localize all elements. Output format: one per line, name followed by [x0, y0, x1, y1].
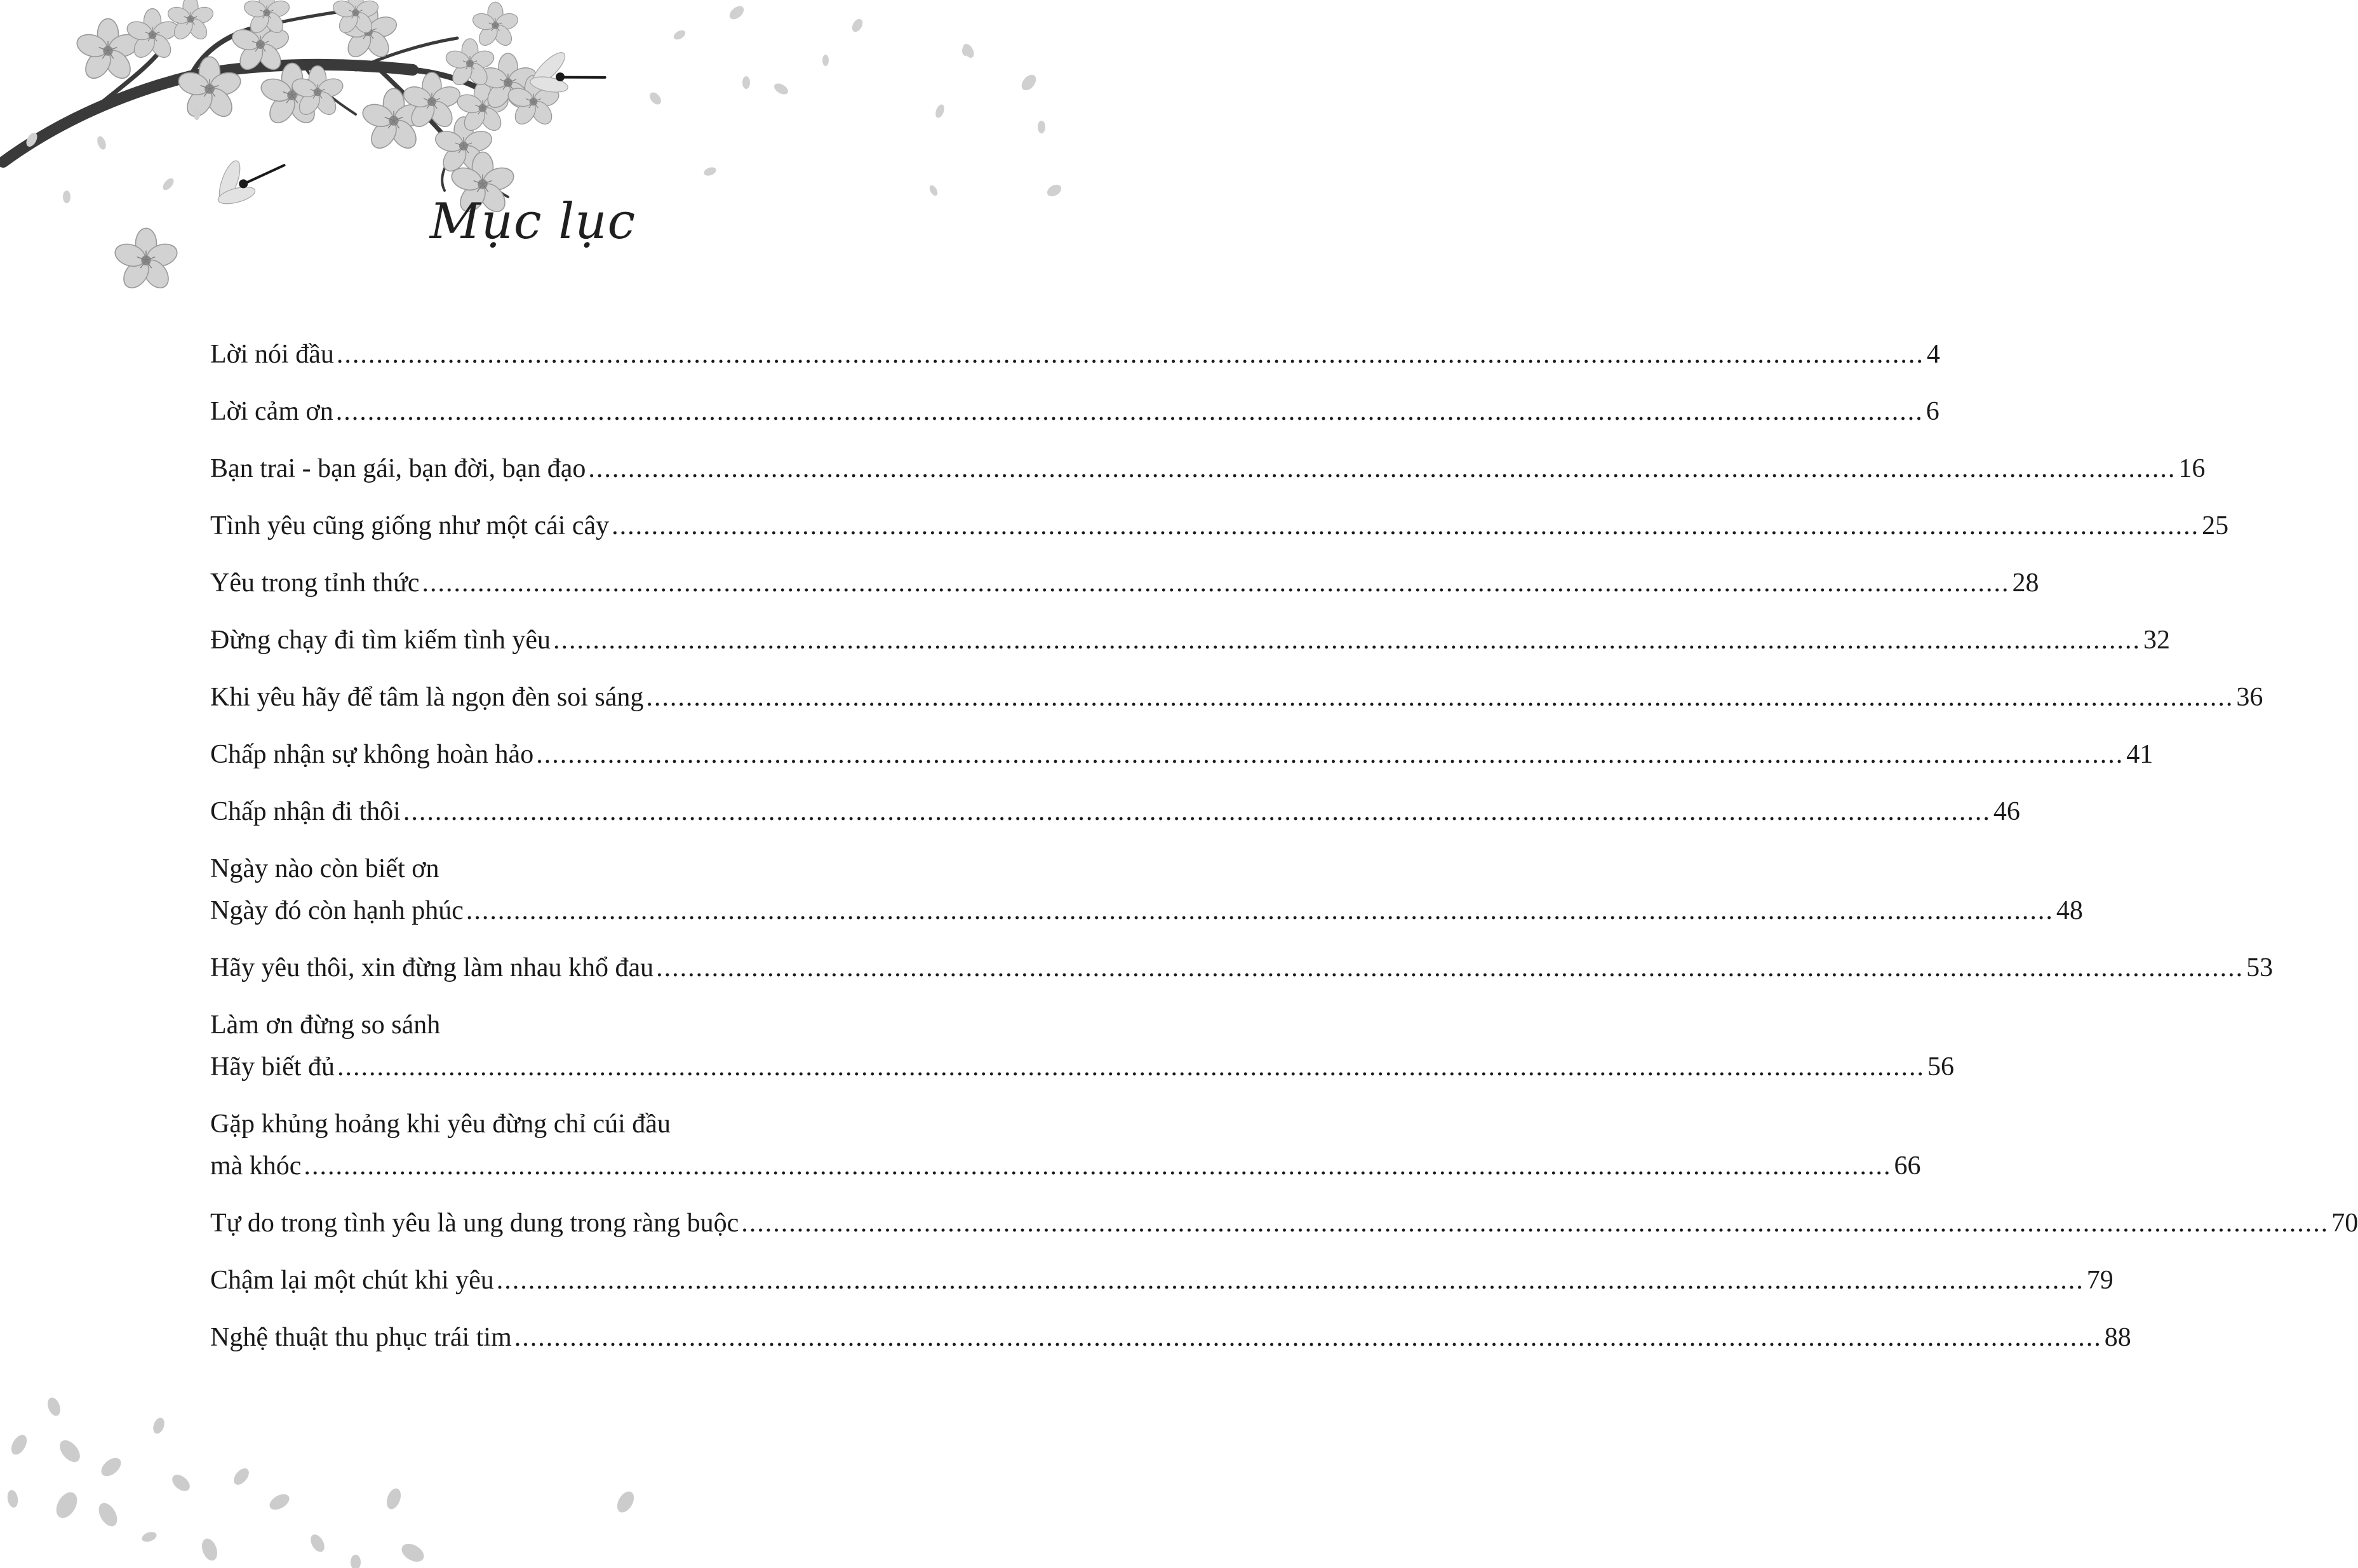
toc-entry-title: Chậm lại một chút khi yêu: [210, 1266, 494, 1295]
toc-entry-row: [210, 791, 2020, 833]
toc-entry-title: Hãy biết đủ: [210, 1052, 335, 1082]
toc-page-number: 16: [2178, 454, 2206, 483]
toc-entry-row: [210, 1046, 1954, 1088]
toc-page-number: 36: [2236, 683, 2263, 712]
toc-entry-title-line: Gặp khủng hoảng khi yêu đừng chỉ cúi đầu: [210, 1109, 671, 1139]
toc-entry: [210, 1317, 2131, 1358]
toc-page-number: 48: [2056, 896, 2083, 925]
toc-leader-dots: ........................................................................................................................................................................................................: [536, 740, 2124, 769]
toc-entry-title: Khi yêu hãy để tâm là ngọn đèn soi sáng: [210, 683, 644, 712]
toc-entry-title: Bạn trai - bạn gái, bạn đời, bạn đạo: [210, 454, 586, 483]
toc-entry-title: Nghệ thuật thu phục trái tim: [210, 1323, 512, 1352]
toc-page-number: 70: [2331, 1209, 2358, 1238]
toc-page-number: 4: [1926, 340, 1940, 369]
toc-entry: [210, 448, 2206, 490]
toc-leader-dots: ........................................................................................................................................................................................................: [553, 626, 2141, 655]
toc-entry-title: Lời nói đầu: [210, 340, 334, 369]
toc-page-number: 25: [2202, 511, 2229, 540]
toc-spacer: [210, 775, 877, 791]
toc-leader-dots: ........................................................................................................................................................................................................: [403, 797, 1991, 826]
toc-page-number: 66: [1894, 1151, 1921, 1181]
toc-page-number: 53: [2246, 953, 2274, 982]
toc-leader-dots: ........................................................................................................................................................................................................: [588, 454, 2176, 483]
toc-entry-row: [210, 448, 2206, 490]
toc-entry: [210, 1202, 2358, 1244]
toc-page-number: 56: [1927, 1052, 1954, 1082]
toc-leader-dots: ........................................................................................................................................................................................................: [335, 397, 1924, 426]
toc-entry-title: Lời cảm ơn: [210, 397, 333, 426]
toc-entry-row: [210, 1259, 2113, 1301]
toc-spacer: [210, 718, 877, 734]
toc-entry-title: Ngày đó còn hạnh phúc: [210, 896, 464, 925]
toc-spacer: [210, 490, 877, 505]
toc-leader-dots: ........................................................................................................................................................................................................: [612, 511, 2200, 540]
toc-spacer: [210, 932, 877, 947]
toc-entry: [210, 734, 2154, 775]
toc-spacer: [210, 1244, 877, 1259]
toc-spacer: [210, 604, 877, 619]
toc-leader-dots: ........................................................................................................................................................................................................: [646, 683, 2234, 712]
toc-entry-row: [210, 505, 2229, 547]
toc-entry: [210, 333, 1940, 375]
toc-page-number: 6: [1926, 397, 1939, 426]
toc-leader-dots: ........................................................................................................................................................................................................: [514, 1323, 2102, 1352]
toc-spacer: [210, 432, 877, 448]
falling-petals-illustration: [0, 1378, 699, 1568]
toc-entry-row: [210, 619, 2171, 661]
toc-entry: [210, 1103, 1921, 1187]
toc-page-number: 41: [2126, 740, 2154, 769]
cherry-blossom-branch-illustration: [0, 0, 1066, 305]
toc-page-number: 88: [2104, 1323, 2131, 1352]
toc-spacer: [210, 1088, 877, 1103]
toc-spacer: [210, 1301, 877, 1317]
toc-entry-row: [210, 391, 1939, 432]
toc-entry: [210, 562, 2039, 604]
toc-leader-dots: ........................................................................................................................................................................................................: [336, 340, 1924, 369]
toc-entry: [210, 947, 2274, 989]
toc-spacer: [210, 1187, 877, 1202]
toc-entry-title: Tình yêu cũng giống như một cái cây: [210, 511, 610, 540]
toc-leader-dots: ........................................................................................................................................................................................................: [496, 1266, 2084, 1295]
toc-page-number: 79: [2086, 1266, 2113, 1295]
toc-spacer: [210, 661, 877, 676]
toc-leader-dots: ........................................................................................................................................................................................................: [422, 568, 2010, 598]
toc-entry-row: [210, 1145, 1921, 1187]
toc-entry: [210, 676, 2263, 718]
toc-entry-row: [210, 1317, 2131, 1358]
toc-page-number: 28: [2012, 568, 2039, 598]
toc-entry-row: [210, 333, 1940, 375]
toc-leader-dots: ........................................................................................................................................................................................................: [304, 1151, 1892, 1181]
toc-entry-row: [210, 676, 2263, 718]
toc-entry-title: Đừng chạy đi tìm kiếm tình yêu: [210, 626, 551, 655]
toc-entry: [210, 1259, 2113, 1301]
toc-entry-title-line: Làm ơn đừng so sánh: [210, 1010, 441, 1040]
toc-entry: [210, 848, 2083, 932]
toc-leader-dots: ........................................................................................................................................................................................................: [337, 1052, 1925, 1082]
toc-entry-row: [210, 890, 2083, 932]
toc-entry: [210, 791, 2020, 833]
toc-entry-row: [210, 562, 2039, 604]
toc-entry: [210, 619, 2171, 661]
toc-entry: [210, 505, 2229, 547]
toc-leader-dots: ........................................................................................................................................................................................................: [741, 1209, 2329, 1238]
toc-spacer: [210, 989, 877, 1004]
toc-entry-title: Tự do trong tình yêu là ung dung trong ràng buộc: [210, 1209, 739, 1238]
toc-entry-title-line: Ngày nào còn biết ơn: [210, 854, 439, 883]
toc-page-number: 32: [2143, 626, 2171, 655]
toc-entry-title: Chấp nhận sự không hoàn hảo: [210, 740, 534, 769]
toc-entry-title: Yêu trong tỉnh thức: [210, 568, 420, 598]
toc-entry-row: [210, 1202, 2358, 1244]
toc-entry-title: Chấp nhận đi thôi: [210, 797, 401, 826]
toc-entry-title: Hãy yêu thôi, xin đừng làm nhau khổ đau: [210, 953, 654, 982]
toc-leader-dots: ........................................................................................................................................................................................................: [656, 953, 2244, 982]
toc-spacer: [210, 547, 877, 562]
table-of-contents: [210, 333, 2358, 1358]
toc-entry: [210, 391, 1939, 432]
toc-spacer: [210, 375, 877, 391]
toc-entry: [210, 1004, 1954, 1088]
toc-leader-dots: ........................................................................................................................................................................................................: [466, 896, 2054, 925]
toc-page-number: 46: [1993, 797, 2020, 826]
page-title: Mục lục: [429, 193, 636, 250]
toc-entry-title: mà khóc: [210, 1151, 302, 1181]
toc-entry-row: [210, 947, 2274, 989]
toc-spacer: [210, 833, 877, 848]
toc-entry-row: [210, 734, 2154, 775]
